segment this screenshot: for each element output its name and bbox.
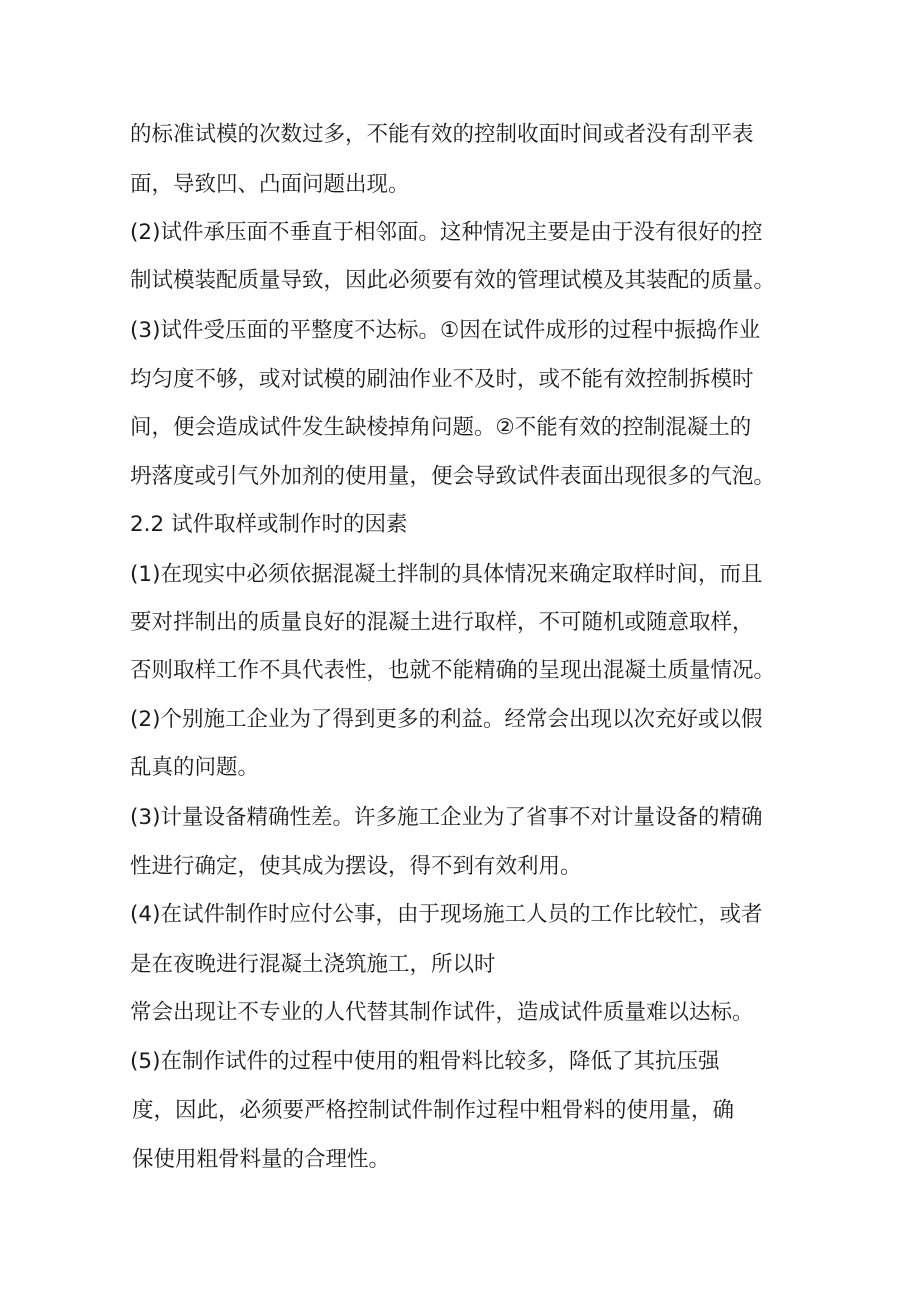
text-line: 是在夜晚进行混凝土浇筑施工，所以时 — [130, 952, 496, 977]
text-line: 面，导致凹、凸面问题出现。 — [130, 172, 410, 197]
text-line: 间，便会造成试件发生缺棱掉角问题。②不能有效的控制混凝土的 — [130, 415, 752, 440]
text-line: 保使用粗骨料量的合理性。 — [132, 1147, 391, 1172]
text-line: (5)在制作试件的过程中使用的粗骨料比较多，降低了其抗压强 — [130, 1049, 720, 1074]
text-line: 常会出现让不专业的人代替其制作试件，造成试件质量难以达标。 — [130, 1000, 754, 1025]
text-line: (1)在现实中必须依据混凝土拌制的具体情况来确定取样时间，而且 — [130, 562, 763, 587]
text-line: 坍落度或引气外加剂的使用量，便会导致试件表面出现很多的气泡。 — [130, 464, 776, 489]
text-line: 均匀度不够，或对试模的刷油作业不及时，或不能有效控制拆模时 — [130, 367, 754, 392]
text-line: 的标准试模的次数过多，不能有效的控制收面时间或者没有刮平表 — [130, 122, 754, 147]
text-line: 度，因此，必须要严格控制试件制作过程中粗骨料的使用量，确 — [132, 1098, 735, 1123]
text-line: (3)计量设备精确性差。许多施工企业为了省事不对计量设备的精确 — [130, 805, 763, 830]
text-line: 乱真的问题。 — [130, 755, 260, 780]
text-line: (4)在试件制作时应付公事，由于现场施工人员的工作比较忙，或者 — [130, 902, 763, 927]
text-line: (3)试件受压面的平整度不达标。①因在试件成形的过程中振捣作业 — [130, 318, 761, 343]
text-line: (2)个别施工企业为了得到更多的利益。经常会出现以次充好或以假 — [130, 707, 763, 732]
section-heading: 2.2 试件取样或制作时的因素 — [130, 512, 408, 537]
text-line: 制试模装配质量导致，因此必须要有效的管理试模及其装配的质量。 — [130, 268, 776, 293]
text-line: (2)试件承压面不垂直于相邻面。这种情况主要是由于没有很好的控 — [130, 220, 763, 245]
text-line: 否则取样工作不具代表性，也就不能精确的呈现出混凝土质量情况。 — [130, 658, 776, 683]
text-line: 性进行确定，使其成为摆设，得不到有效利用。 — [130, 854, 582, 879]
text-line: 要对拌制出的质量良好的混凝土进行取样，不可随机或随意取样， — [130, 610, 754, 635]
